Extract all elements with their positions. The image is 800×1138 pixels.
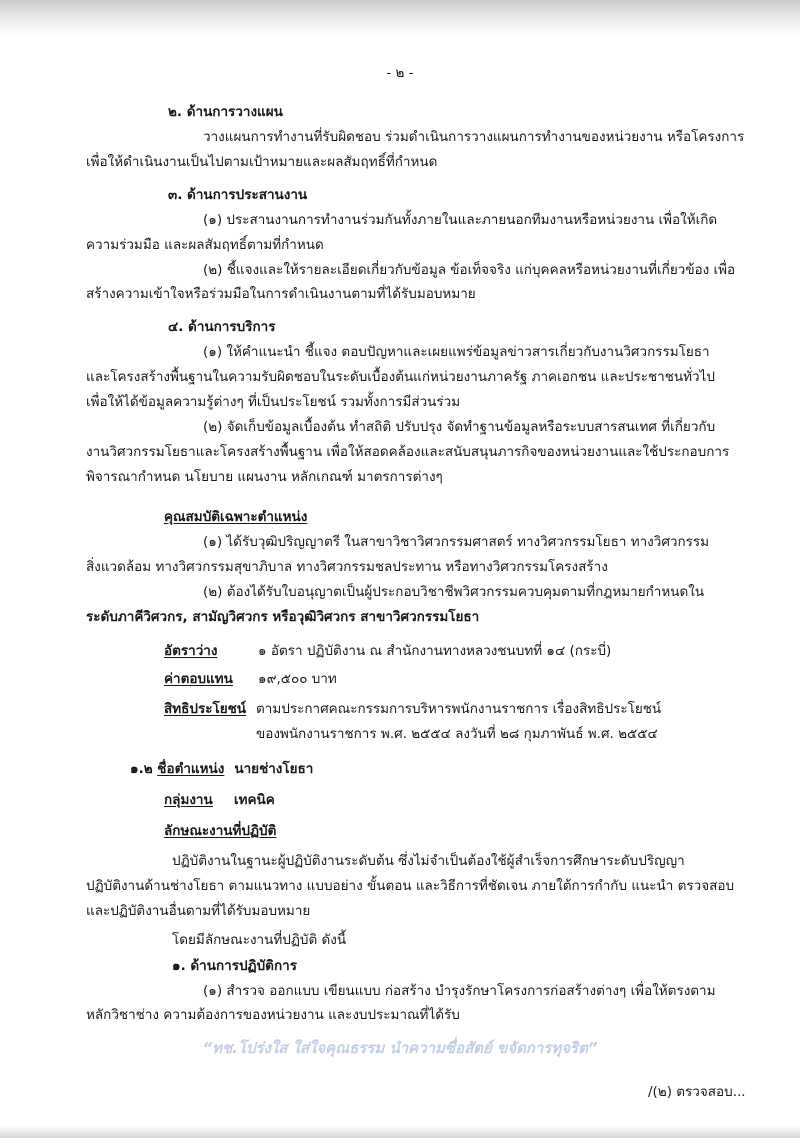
section-coordination-heading: ๓. ด้านการประสานงาน [168, 187, 308, 203]
job-nature-line-1: ปฏิบัติงานในฐานะผู้ปฏิบัติงานระดับต้น ซึ่งไม่จำเป็นต้องใช้ผู้สำเร็จการศึกษาระดับปริญญา [172, 853, 685, 869]
compensation-value: ๑๙,๕๐๐ บาท [258, 671, 337, 687]
coordination-item-2-line-2: สร้างความเข้าใจหรือร่วมมือในการดำเนินงานตามที่ได้รับมอบหมาย [86, 286, 476, 302]
job-nature-heading: ลักษณะงานที่ปฏิบัติ [164, 823, 277, 839]
section-planning-heading: ๒. ด้านการวางแผน [168, 104, 283, 120]
work-group-value: เทคนิค [234, 792, 275, 808]
service-item-2-line-2: งานวิศวกรรมโยธาและโครงสร้างพื้นฐาน เพื่อให้สอดคล้องและสนับสนุนภารกิจของหน่วยงานและใช้ประกอบการ [86, 444, 730, 460]
scan-shadow-bottom [0, 1126, 800, 1138]
qualification-item-1-line-2: สิ่งแวดล้อม ทางวิศวกรรมสุขาภิบาล ทางวิศวกรรมชลประทาน หรือทางวิศวกรรมโครงสร้าง [86, 559, 608, 575]
continuation-note: /(๒) ตรวจสอบ... [648, 1084, 746, 1100]
service-item-1-line-3: เพื่อให้ได้ข้อมูลความรู้ต่างๆ ที่เป็นประโยชน์ รวมทั้งการมีส่วนร่วม [86, 394, 461, 410]
position-1-2-number: ๑.๒ [130, 761, 158, 777]
planning-text-line-2: เพื่อให้ดำเนินงานเป็นไปตามเป้าหมายและผลสัมฤทธิ์ที่กำหนด [86, 154, 438, 170]
benefits-value-line-1: ตามประกาศคณะกรรมการบริหารพนักงานราชการ เรื่องสิทธิประโยชน์ [256, 701, 662, 717]
vacancy-value: ๑ อัตรา ปฏิบัติงาน ณ สำนักงานทางหลวงชนบทที่ ๑๔ (กระบี่) [258, 643, 612, 659]
operations-item-1-line-2: หลักวิชาช่าง ความต้องการของหน่วยงาน และงบประมาณที่ได้รับ [86, 1007, 460, 1023]
section-service-heading: ๔. ด้านการบริการ [168, 319, 276, 335]
scan-shadow-top [0, 0, 800, 36]
work-group-label: กลุ่มงาน [164, 792, 213, 808]
position-1-2 [130, 760, 313, 778]
benefits-label: สิทธิประโยชน์ [164, 701, 247, 717]
qualification-item-1-line-1: (๑) ได้รับวุฒิปริญญาตรี ในสาขาวิชาวิศวกรรมศาสตร์ ทางวิศวกรรมโยธา ทางวิศวกรรม [203, 534, 710, 550]
coordination-item-1-line-1: (๑) ประสานงานการทำงานร่วมกันทั้งภายในและภายนอกทีมงานหรือหน่วยงาน เพื่อให้เกิด [203, 212, 718, 228]
qualifications-heading: คุณสมบัติเฉพาะตำแหน่ง [164, 509, 308, 525]
coordination-item-2-line-1: (๒) ชี้แจงและให้รายละเอียดเกี่ยวกับข้อมูล ข้อเท็จจริง แก่บุคคลหรือหน่วยงานที่เกี่ยวข้อง เพื่อ [203, 262, 736, 278]
service-item-2-line-1: (๒) จัดเก็บข้อมูลเบื้องต้น ทำสถิติ ปรับปรุง จัดทำฐานข้อมูลหรือระบบสารสนเทศ ที่เกี่ยวกับ [203, 419, 716, 435]
job-nature-line-3: และปฏิบัติงานอื่นตามที่ได้รับมอบหมาย [86, 903, 311, 919]
operations-item-1-line-1: (๑) สำรวจ ออกแบบ เขียนแบบ ก่อสร้าง บำรุงรักษาโครงการก่อสร้างต่างๆ เพื่อให้ตรงตาม [203, 983, 716, 999]
job-nature-line-2: ปฏิบัติงานด้านช่างโยธา ตามแนวทาง แบบอย่าง ขั้นตอน และวิธีการที่ชัดเจน ภายใต้การกำกับ แนะนำ ตรวจสอบ [86, 878, 735, 894]
planning-text-line-1: วางแผนการทำงานที่รับผิดชอบ ร่วมดำเนินการวางแผนการทำงานของหน่วยงาน หรือโครงการ [203, 129, 745, 145]
service-item-2-line-3: พิจารณากำหนด นโยบาย แผนงาน หลักเกณฑ์ มาตรการต่างๆ [86, 469, 443, 485]
service-item-1-line-1: (๑) ให้คำแนะนำ ชี้แจง ตอบปัญหาและเผยแพร่ข้อมูลข่าวสารเกี่ยวกับงานวิศวกรรมโยธา [203, 344, 710, 360]
compensation-label: ค่าตอบแทน [164, 671, 233, 687]
qualification-item-2-line-1: (๒) ต้องได้รับใบอนุญาตเป็นผู้ประกอบวิชาชีพวิศวกรรมควบคุมตามที่กฎหมายกำหนดใน [203, 584, 705, 600]
page-number: - ๒ - [386, 65, 414, 81]
qualification-item-2-line-2: ระดับภาคีวิศวกร, สามัญวิศวกร หรือวุฒิวิศวกร สาขาวิศวกรรมโยธา [86, 609, 480, 625]
position-title-label: ชื่อตำแหน่ง [157, 761, 225, 777]
coordination-item-1-line-2: ความร่วมมือ และผลสัมฤทธิ์ตามที่กำหนด [86, 237, 324, 253]
service-item-1-line-2: และโครงสร้างพื้นฐานในความรับผิดชอบในระดับเบื้องต้นแก่หน่วยงานภาครัฐ ภาคเอกชน และประชาชนทั่วไป [86, 369, 715, 385]
position-title-value: นายช่างโยธา [234, 761, 314, 777]
operations-heading: ๑. ด้านการปฏิบัติการ [172, 958, 297, 974]
motto-watermark: “ทช.โปร่งใส ใส่ใจคุณธรรม นำความซื่อสัตย์ ขจัดการทุจริต” [202, 1039, 598, 1057]
job-nature-intro: โดยมีลักษณะงานที่ปฏิบัติ ดังนี้ [172, 932, 347, 948]
benefits-value-line-2: ของพนักงานราชการ พ.ศ. ๒๕๕๔ ลงวันที่ ๒๘ กุมภาพันธ์ พ.ศ. ๒๕๕๔ [256, 726, 658, 742]
vacancy-label: อัตราว่าง [164, 643, 218, 659]
